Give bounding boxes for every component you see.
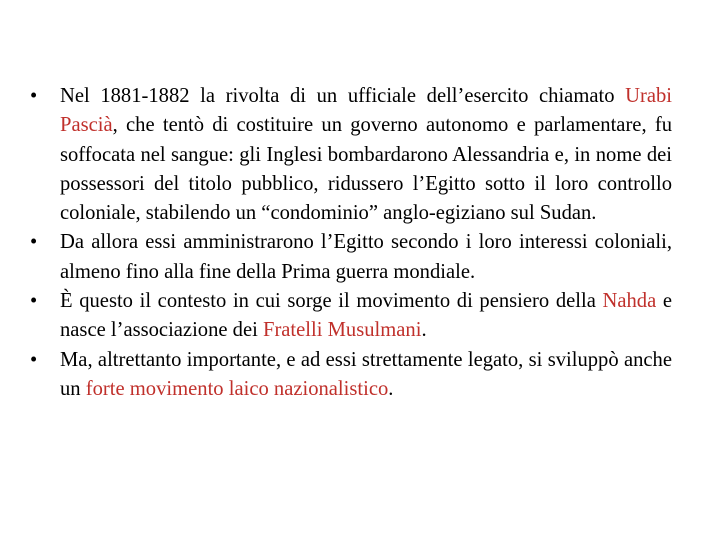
bullet-text-segment: e nasce l’associazione dei: [60, 290, 672, 342]
bullet-icon: •: [30, 231, 38, 254]
bullet-item: [28, 82, 672, 228]
bullet-text-segment: .: [388, 377, 394, 400]
bullet-item: [28, 346, 672, 405]
slide-body: [28, 82, 672, 404]
highlighted-term-urabi-pascia: Urabi Pascià: [60, 85, 672, 137]
highlighted-term-nahda: Nahda: [602, 290, 657, 313]
bullet-icon: •: [30, 85, 38, 107]
highlighted-term-movimento-laico: forte movimento laico nazionalistico: [85, 377, 389, 400]
bullet-item: [28, 287, 672, 346]
bullet-text-segment: Da allora essi amministrarono l’Egitto secondo i loro interessi coloniali, almeno fino alla fine della Prima guerra mondiale.: [60, 231, 672, 283]
bullet-text-segment: .: [421, 319, 427, 342]
bullet-icon: •: [30, 348, 38, 371]
bullet-text-segment: Ma, altrettanto importante, e ad essi strettamente legato, si sviluppò anche un: [60, 348, 672, 400]
bullet-text-segment: Nel 1881-1882 la rivolta di un ufficiale dell’esercito chiamato: [60, 85, 626, 107]
highlighted-term-fratelli-musulmani: Fratelli Musulmani: [262, 319, 422, 342]
bullet-list: [28, 82, 672, 404]
bullet-text-segment: È questo il contesto in cui sorge il movimento di pensiero della: [60, 290, 603, 313]
bullet-icon: •: [30, 290, 38, 313]
bullet-item: [28, 228, 672, 287]
bullet-text-segment: , che tentò di costituire un governo autonomo e parlamentare, fu soffocata nel sangue: gli Inglesi bombardarono Alessandria e, in nome dei possessori del titolo pubblico, ridussero l’Egitto sotto il loro controllo coloniale, stabilendo un “condominio” anglo-egiziano sul Sudan.: [60, 114, 672, 225]
